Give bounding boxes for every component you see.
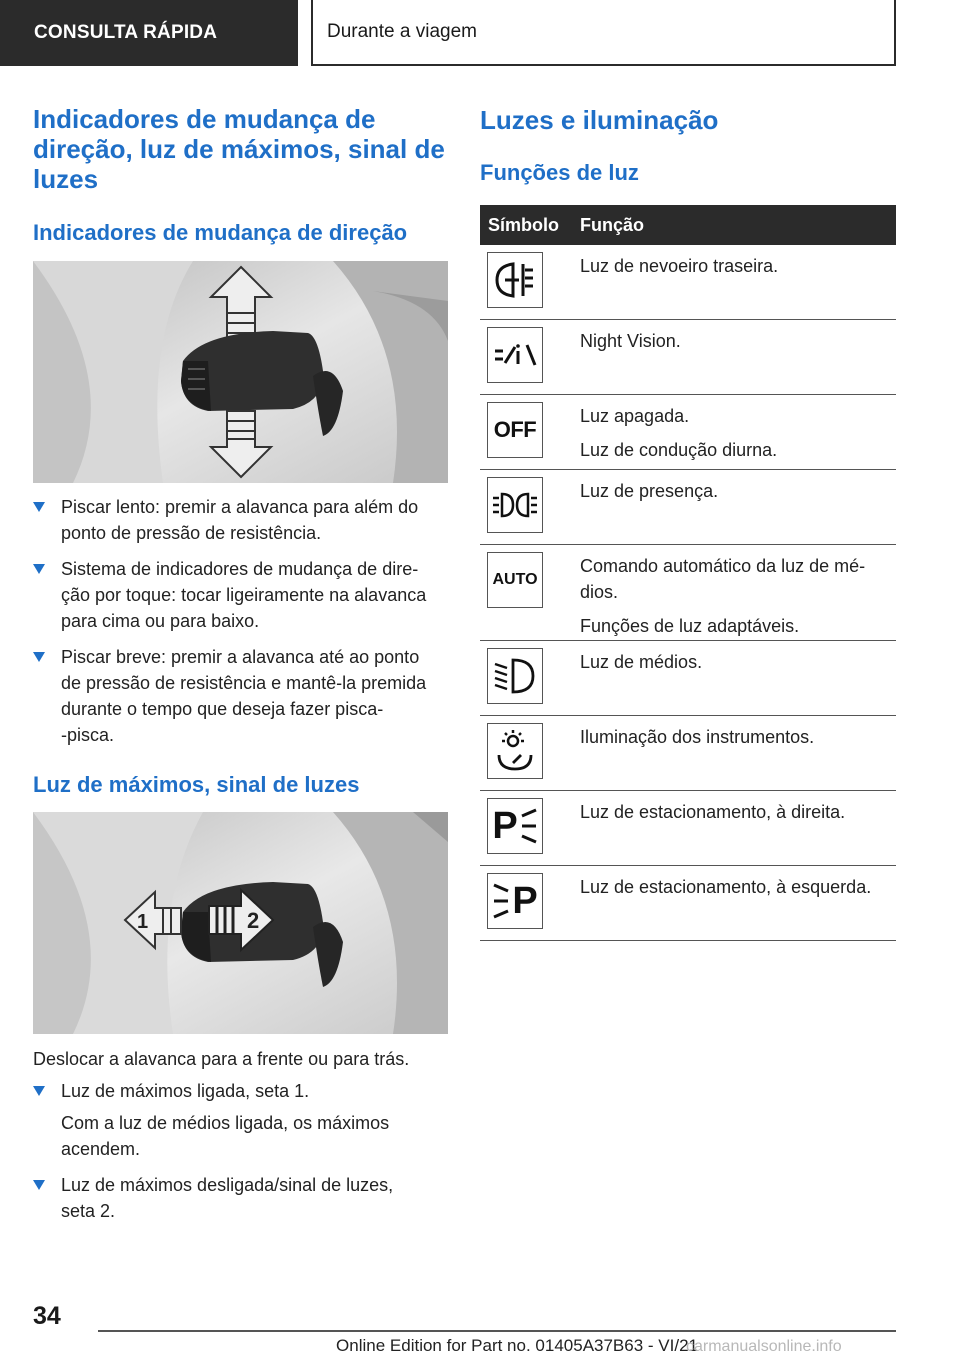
parking-light-left-icon: P <box>487 873 543 929</box>
parking-light-right-icon: P <box>487 798 543 854</box>
table-row: OFF Luz apagada. Luz de condução diurna. <box>480 395 896 470</box>
light-functions-heading: Funções de luz <box>480 160 639 185</box>
night-vision-icon <box>487 327 543 383</box>
bullet-triangle-icon <box>33 564 45 574</box>
watermark: carmanualsonline.info <box>686 1338 842 1355</box>
chapter-title: Durante a viagem <box>327 21 477 42</box>
list-item: Luz de máximos ligada, seta 1. Com a luz de médios ligada, os máximos acendem. <box>33 1078 451 1162</box>
bullet-triangle-icon <box>33 502 45 512</box>
list-item: Piscar lento: premir a alavanca para além do ponto de pressão de resistência. <box>33 494 451 546</box>
high-beam-heading: Luz de máximos, sinal de luzes <box>33 772 360 797</box>
light-functions-table <box>480 205 896 941</box>
table-row: Luz de médios. <box>480 641 896 716</box>
instrument-lighting-icon <box>487 723 543 779</box>
turn-signal-list <box>33 494 451 758</box>
section-tab <box>0 0 298 66</box>
rear-fog-light-icon <box>487 252 543 308</box>
lights-title: Luzes e iluminação <box>480 105 719 135</box>
table-row: Night Vision. <box>480 320 896 395</box>
column-header-function: Função <box>580 214 645 235</box>
table-row: Luz de nevoeiro traseira. <box>480 245 896 320</box>
bullet-triangle-icon <box>33 1180 45 1190</box>
parking-lights-icon <box>487 477 543 533</box>
off-icon: OFF <box>487 402 543 458</box>
edition-text: Online Edition for Part no. 01405A37B63 - VI/21 <box>336 1336 698 1355</box>
turn-signal-heading: Indicadores de mudança de direção <box>33 220 408 245</box>
bullet-triangle-icon <box>33 1086 45 1096</box>
page-title: Indicadores de mudança de direção, luz de máximos, sinal de luzes <box>33 104 445 194</box>
list-item: Piscar breve: premir a alavanca até ao ponto de pressão de resistência e mantê-la premida durante o tempo que deseja fazer pisca- -pisca. <box>33 644 451 748</box>
arrow-label-1: 1 <box>137 911 149 933</box>
turn-signal-lever-photo <box>33 261 448 483</box>
table-row: AUTO Comando automático da luz de mé- dios. Funções de luz adaptáveis. <box>480 545 896 641</box>
chapter-tab <box>311 0 896 66</box>
list-item: Luz de máximos desligada/sinal de luzes, seta 2. <box>33 1172 451 1224</box>
table-row: Luz de presença. <box>480 470 896 545</box>
table-header <box>480 205 896 245</box>
list-item: Sistema de indicadores de mudança de dire- ção por toque: tocar ligeiramente na alavanca para cima ou para baixo. <box>33 556 451 634</box>
auto-icon: AUTO <box>487 552 543 608</box>
low-beam-icon <box>487 648 543 704</box>
table-row: P Luz de estacionamento, à esquerda. <box>480 866 896 941</box>
page-number: 34 <box>33 1302 61 1330</box>
arrow-label-2: 2 <box>247 908 260 933</box>
section-title: CONSULTA RÁPIDA <box>34 22 218 43</box>
table-row: Iluminação dos instrumentos. <box>480 716 896 791</box>
column-header-symbol: Símbolo <box>488 214 559 235</box>
bullet-triangle-icon <box>33 652 45 662</box>
footer-divider <box>98 1330 896 1332</box>
table-row: P Luz de estacionamento, à direita. <box>480 791 896 866</box>
high-beam-list <box>33 1078 451 1234</box>
high-beam-lever-photo <box>33 812 448 1034</box>
high-beam-intro: Deslocar a alavanca para a frente ou para trás. <box>33 1049 410 1069</box>
